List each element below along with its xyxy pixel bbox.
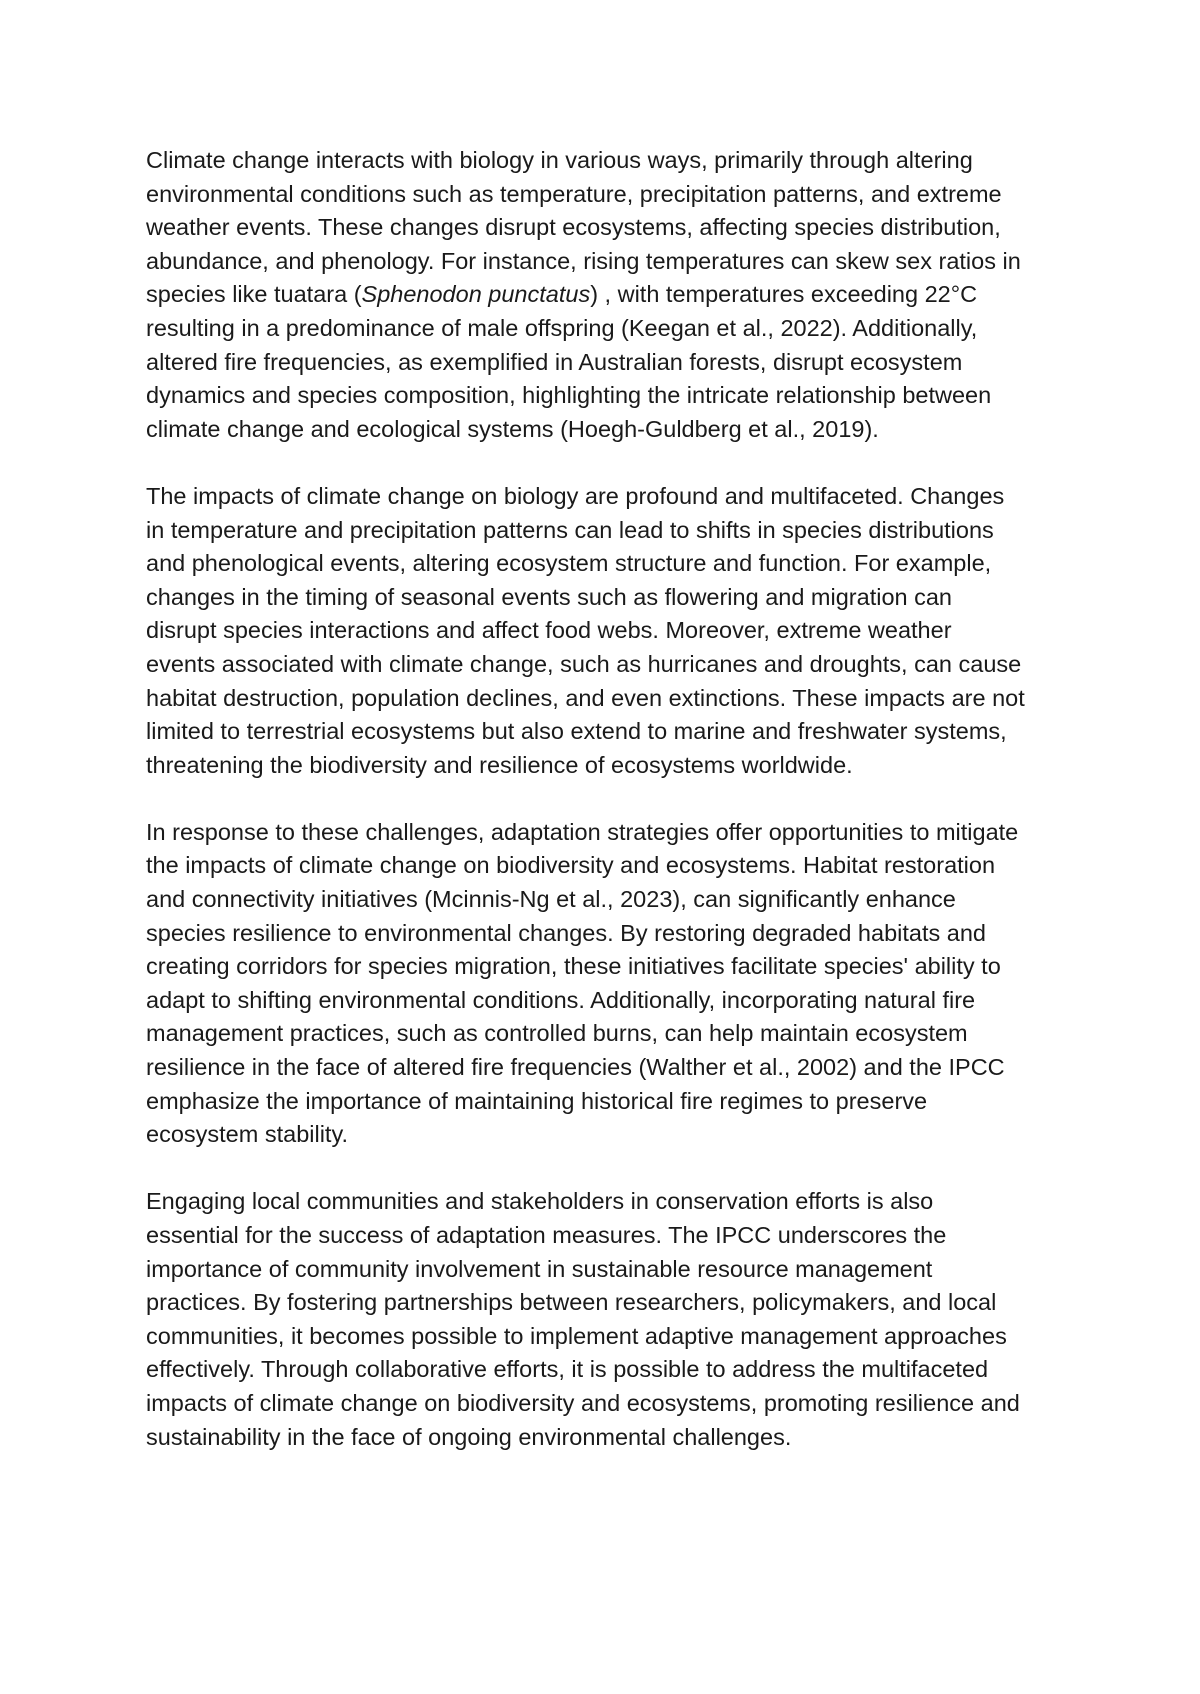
text-line: and connectivity initiatives (Mcinnis-Ng et al., 2023), can significantly enhance [146,886,956,913]
text-line: changes in the timing of seasonal events such as flowering and migration can [146,583,952,610]
text-line: importance of community involvement in sustainable resource management [146,1255,933,1282]
text-line: climate change and ecological systems (Hoegh-Guldberg et al., 2019). [146,415,879,442]
paragraph-impacts [146,480,1086,782]
text-segment: species like tuatara ( [146,281,362,308]
text-line: limited to terrestrial ecosystems but also extend to marine and freshwater systems, [146,718,1007,745]
text-line: resilience in the face of altered fire frequencies (Walther et al., 2002) and the IPCC [146,1054,1005,1081]
text-line: creating corridors for species migration, these initiatives facilitate species' ability to [146,953,1001,980]
text-line: The impacts of climate change on biology are profound and multifaceted. Changes [146,482,1005,509]
text-line: sustainability in the face of ongoing environmental challenges. [146,1423,792,1450]
text-segment: ) , with temperatures exceeding 22°C [590,281,978,308]
text-line [146,278,1086,312]
text-line: events associated with climate change, such as hurricanes and droughts, can cause [146,650,1022,677]
text-line: management practices, such as controlled burns, can help maintain ecosystem [146,1020,968,1047]
text-line: essential for the success of adaptation measures. The IPCC underscores the [146,1222,947,1248]
text-line: practices. By fostering partnerships between researchers, policymakers, and local [146,1289,997,1316]
paragraph-adaptation [146,816,1086,1152]
text-line: disrupt species interactions and affect food webs. Moreover, extreme weather [146,617,952,644]
text-line: adapt to shifting environmental conditions. Additionally, incorporating natural fire [146,986,976,1013]
text-line: environmental conditions such as temperature, precipitation patterns, and extreme [146,180,1002,207]
text-line: altered fire frequencies, as exemplified in Australian forests, disrupt ecosystem [146,348,963,375]
text-line: dynamics and species composition, highlighting the intricate relationship between [146,382,992,409]
text-line: emphasize the importance of maintaining historical fire regimes to preserve [146,1087,928,1114]
species-name-italic: Sphenodon punctatus [361,281,591,308]
text-line: In response to these challenges, adaptation strategies offer opportunities to mitigate [146,818,1019,845]
text-line: ecosystem stability. [146,1121,348,1148]
text-line: Engaging local communities and stakeholders in conservation efforts is also [146,1188,934,1215]
text-line: species resilience to environmental changes. By restoring degraded habitats and [146,919,986,946]
text-line: the impacts of climate change on biodiversity and ecosystems. Habitat restoration [146,852,996,879]
paragraph-climate-interactions [146,144,1086,446]
text-line: communities, it becomes possible to implement adaptive management approaches [146,1322,1007,1349]
text-line: abundance, and phenology. For instance, rising temperatures can skew sex ratios in [146,247,1021,274]
text-line: weather events. These changes disrupt ecosystems, affecting species distribution, [146,214,1001,241]
text-line: resulting in a predominance of male offspring (Keegan et al., 2022). Additionally, [146,314,978,341]
text-line: effectively. Through collaborative efforts, it is possible to address the multifaceted [146,1356,989,1383]
paragraph-community-engagement [146,1185,1086,1454]
text-line: threatening the biodiversity and resilience of ecosystems worldwide. [146,751,853,778]
document-body [146,144,1086,1488]
text-line: habitat destruction, population declines, and even extinctions. These impacts are not [146,684,1025,711]
text-line: and phenological events, altering ecosystem structure and function. For example, [146,550,992,577]
text-line: impacts of climate change on biodiversity and ecosystems, promoting resilience and [146,1389,1020,1416]
text-line: in temperature and precipitation patterns can lead to shifts in species distributions [146,516,994,543]
text-line: Climate change interacts with biology in various ways, primarily through altering [146,147,973,173]
